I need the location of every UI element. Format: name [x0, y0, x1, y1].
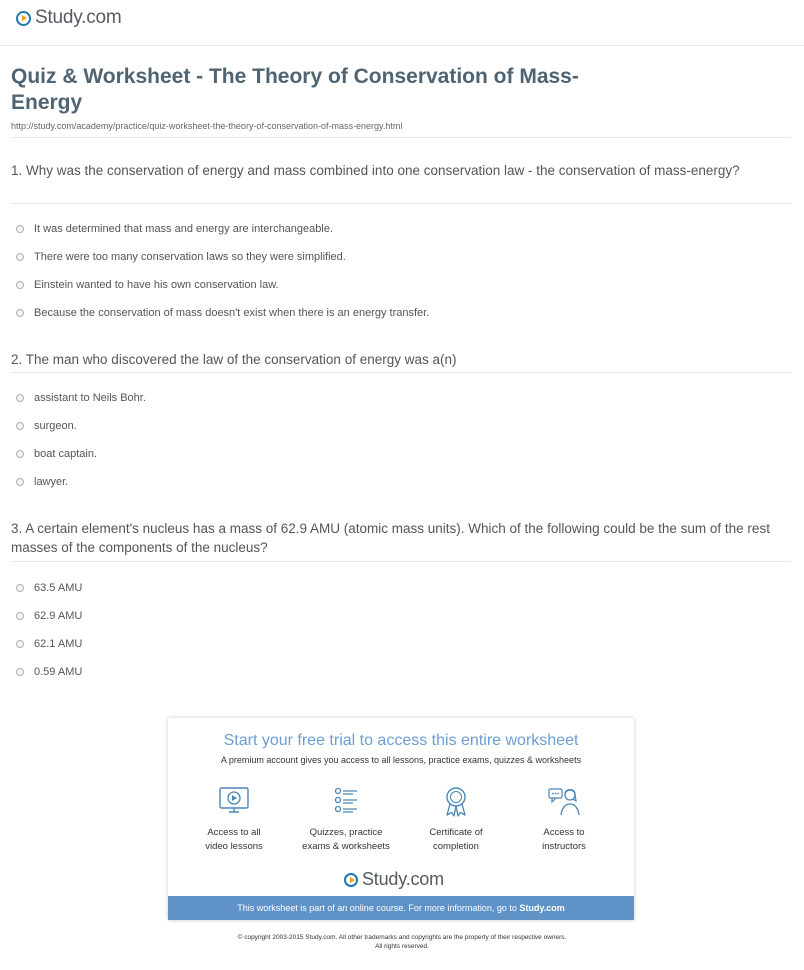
radio-button[interactable] — [16, 612, 24, 620]
list-icon — [329, 784, 363, 818]
header-divider — [0, 45, 804, 46]
question-3: 3. A certain element's nucleus has a mass of 62.9 AMU (atomic mass units). Which of the following could be the sum of the rest masses of the components of the nucleus? — [11, 521, 770, 555]
play-logo-icon — [16, 11, 31, 26]
video-lesson-icon — [217, 784, 251, 818]
option-label: 0.59 AMU — [34, 666, 83, 678]
feature-label: Access to — [543, 827, 585, 838]
answer-option[interactable] — [16, 638, 82, 650]
feature-video-lessons — [179, 784, 289, 854]
certificate-icon — [439, 784, 473, 818]
radio-button[interactable] — [16, 225, 24, 233]
option-label: Einstein wanted to have his own conservation law. — [34, 279, 279, 291]
question-divider — [11, 561, 791, 562]
answer-option[interactable] — [16, 392, 146, 404]
question-1: 1. Why was the conservation of energy and mass combined into one conservation law - the conservation of mass-energy? — [11, 163, 740, 178]
option-label: surgeon. — [34, 420, 77, 432]
radio-button[interactable] — [16, 640, 24, 648]
page-title: Quiz & Worksheet - The Theory of Conservation of Mass-Energy — [11, 65, 579, 114]
radio-button[interactable] — [16, 450, 24, 458]
option-label: boat captain. — [34, 448, 97, 460]
option-label: lawyer. — [34, 476, 69, 488]
radio-button[interactable] — [16, 478, 24, 486]
radio-button[interactable] — [16, 668, 24, 676]
answer-option[interactable] — [16, 582, 82, 594]
title-divider — [11, 137, 791, 138]
question-2: 2. The man who discovered the law of the conservation of energy was a(n) — [11, 352, 457, 367]
option-label: Because the conservation of mass doesn't exist when there is an energy transfer. — [34, 307, 430, 319]
answer-option[interactable] — [16, 666, 82, 678]
feature-label: Quizzes, practice — [309, 827, 383, 838]
rights-text: All rights reserved. — [375, 943, 429, 950]
answer-option[interactable] — [16, 307, 429, 319]
radio-button[interactable] — [16, 394, 24, 402]
feature-label: exams & worksheets — [302, 841, 390, 852]
page-url: http://study.com/academy/practice/quiz-worksheet-the-theory-of-conservation-of-mass-energy.html — [11, 121, 403, 131]
feature-label: completion — [433, 841, 479, 852]
logo-text: Study.com — [362, 869, 444, 889]
radio-button[interactable] — [16, 253, 24, 261]
study-link[interactable]: Study.com — [519, 903, 565, 913]
option-label: 62.9 AMU — [34, 610, 83, 622]
copyright-footer — [0, 933, 804, 951]
feature-instructors — [509, 784, 619, 854]
promo-bar-text: This worksheet is part of an online course. For more information, go to — [237, 903, 517, 913]
option-label: 62.1 AMU — [34, 638, 83, 650]
feature-label: video lessons — [205, 841, 263, 852]
answer-option[interactable] — [16, 448, 97, 460]
answer-option[interactable] — [16, 251, 346, 263]
answer-option[interactable] — [16, 223, 333, 235]
answer-option[interactable] — [16, 476, 68, 488]
question-divider — [11, 372, 791, 373]
feature-label: instructors — [542, 841, 586, 852]
play-logo-icon — [344, 873, 358, 887]
promo-subline: A premium account gives you access to all lessons, practice exams, quizzes & worksheets — [220, 755, 582, 765]
option-label: assistant to Neils Bohr. — [34, 392, 146, 404]
study-logo[interactable] — [16, 7, 122, 29]
radio-button[interactable] — [16, 584, 24, 592]
feature-quizzes — [291, 784, 401, 854]
answer-option[interactable] — [16, 279, 279, 291]
logo-text: Study.com — [35, 7, 122, 28]
feature-label: Access to all — [207, 827, 261, 838]
answer-option[interactable] — [16, 420, 77, 432]
copyright-text: © copyright 2003-2015 Study.com. All other trademarks and copyrights are the property of their respective owners. — [237, 934, 567, 941]
promo-info-bar — [168, 896, 634, 920]
free-trial-promo — [168, 718, 634, 920]
radio-button[interactable] — [16, 309, 24, 317]
radio-button[interactable] — [16, 422, 24, 430]
radio-button[interactable] — [16, 281, 24, 289]
feature-certificate — [401, 784, 511, 854]
answer-option[interactable] — [16, 610, 82, 622]
question-divider — [11, 203, 791, 204]
option-label: There were too many conservation laws so they were simplified. — [34, 251, 346, 263]
feature-label: Certificate of — [429, 827, 483, 838]
promo-headline[interactable]: Start your free trial to access this entire worksheet — [223, 732, 579, 749]
option-label: 63.5 AMU — [34, 582, 83, 594]
instructor-icon — [547, 784, 581, 818]
option-label: It was determined that mass and energy are interchangeable. — [34, 223, 334, 235]
promo-study-logo[interactable] — [344, 869, 444, 890]
